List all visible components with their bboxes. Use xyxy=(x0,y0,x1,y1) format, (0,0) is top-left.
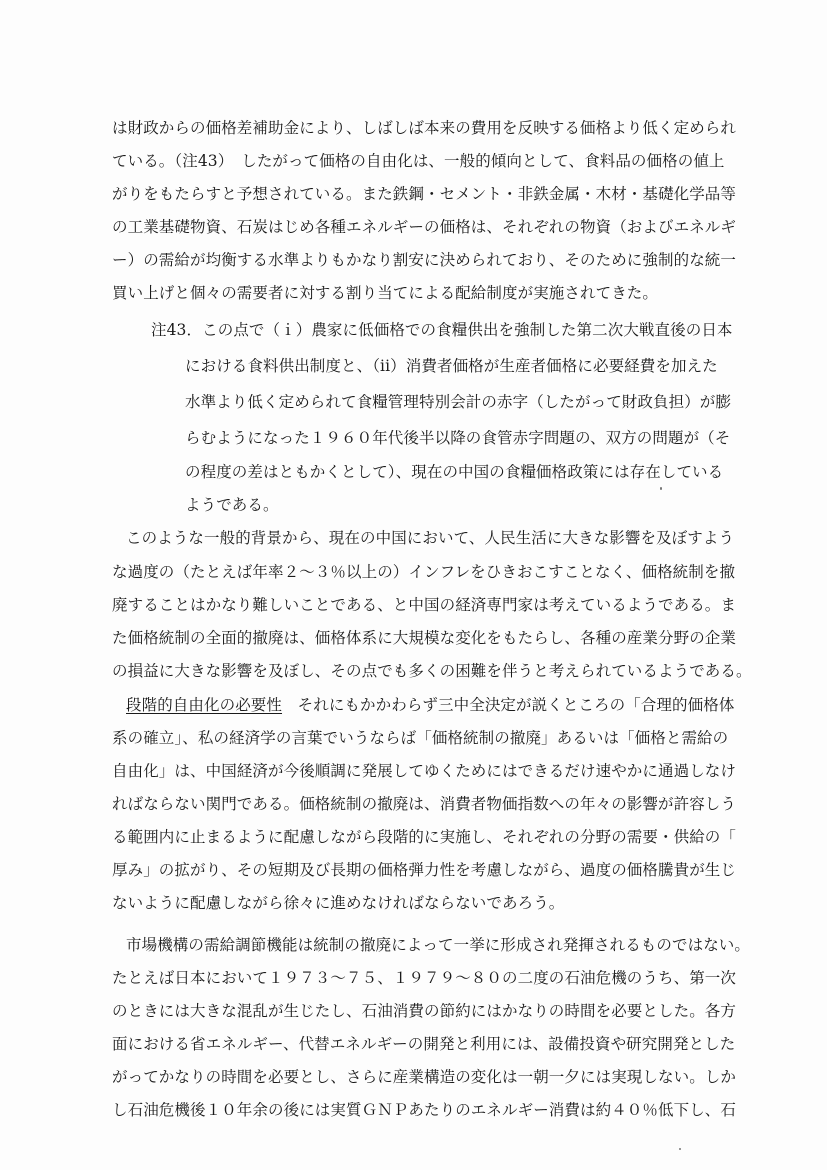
text-line: る範囲内に止まるように配慮しながら段階的に実施し、それぞれの分野の需要・供給の「 xyxy=(112,828,737,846)
text-line: がりをもたらすと予想されている。また鉄鋼・セメント・非鉄金属・木材・基礎化学品等 xyxy=(112,185,737,203)
footnote-line: における食料供出制度と、（ii）消費者価格が生産者価格に必要経費を加えた xyxy=(185,357,718,375)
scan-speck xyxy=(679,1148,681,1150)
footnote-line: ようである。 xyxy=(185,496,279,514)
text-line: たとえば日本において１９７３～７５、１９７９～８０の二度の石油危機のうち、第一次 xyxy=(112,969,737,987)
text-line: ればならない関門である。価格統制の撤廃は、消費者物価指数への年々の影響が許容しう xyxy=(112,795,737,813)
text-line: 自由化」は、中国経済が今後順調に発展してゆくためにはできるだけ速やかに通過しなけ xyxy=(112,762,737,780)
text-line: 厚み」の拡がり、その短期及び長期の価格弾力性を考慮しながら、過度の価格騰貴が生じ xyxy=(112,861,737,879)
text-line: ー）の需給が均衡する水準よりもかなり割安に決められており、そのために強制的な統一 xyxy=(112,251,737,269)
text-line: た価格統制の全面的撤廃は、価格体系に大規模な変化をもたらし、各種の産業分野の企業 xyxy=(112,629,737,647)
scan-speck xyxy=(660,487,662,490)
text-line: 系の確立」、私の経済学の言葉でいうならば「価格統制の撤廃」あるいは「価格と需給の xyxy=(112,729,729,747)
text-line: 市場機構の需給調節機能は統制の撤廃によって一挙に形成され発揮されるものではない。 xyxy=(126,936,751,954)
text-line: な過度の（たとえば年率２～３％以上の）インフレをひきおこすことなく、価格統制を撤 xyxy=(112,563,736,581)
text-line: がってかなりの時間を必要とし、さらに産業構造の変化は一朝一夕には実現しない。しか xyxy=(112,1068,737,1086)
text-line: このような一般的背景から、現在の中国において、人民生活に大きな影響を及ぼすよう xyxy=(126,529,735,547)
text-line: ないように配慮しながら徐々に進めなければならないであろう。 xyxy=(112,894,565,912)
footnote-line: 水準より低く定められて食糧管理特別会計の赤字（したがって財政負担）が膨 xyxy=(185,393,732,411)
text-segment: それにもかかわらず三中全決定が説くところの「合理的価格体 xyxy=(282,696,735,714)
footnote-head: 注43．この点で（ｉ）農家に低価格での食糧供出を強制した第二次大戦直後の日本 xyxy=(151,321,733,339)
text-line: は財政からの価格差補助金により、しばしば本来の費用を反映する価格より低く定められ xyxy=(112,119,737,137)
text-line: 買い上げと個々の需要者に対する割り当てによる配給制度が実施されてきた。 xyxy=(112,284,659,302)
section-heading: 段階的自由化の必要性 xyxy=(126,696,283,714)
text-line: 面における省エネルギー、代替エネルギーの開発と利用には、設備投資や研究開発とした xyxy=(112,1035,736,1053)
footnote-line: らむようになった１９６０年代後半以降の食管赤字問題の、双方の問題が（そ xyxy=(185,429,731,447)
text-line: のときには大きな混乱が生じたし、石油消費の節約にはかなりの時間を必要とした。各方 xyxy=(112,1002,737,1020)
text-line: ている。（注43） したがって価格の自由化は、一般的傾向として、食料品の価格の値上 xyxy=(112,152,725,170)
footnote-line: の程度の差はともかくとして）、現在の中国の食糧価格政策には存在している xyxy=(185,463,724,481)
text-line: し石油危機後１０年余の後には実質ＧＮＰあたりのエネルギー消費は約４０％低下し、石 xyxy=(112,1101,737,1119)
text-line xyxy=(126,695,734,715)
text-line: の損益に大きな影響を及ぼし、その点でも多くの困難を伴うと考えられているようである。 xyxy=(112,662,752,680)
text-line: の工業基礎物資、石炭はじめ各種エネルギーの価格は、それぞれの物資（およびエネルギ xyxy=(112,218,737,236)
text-line: 廃することはかなり難しいことである、と中国の経済専門家は考えているようである。ま xyxy=(112,596,737,614)
